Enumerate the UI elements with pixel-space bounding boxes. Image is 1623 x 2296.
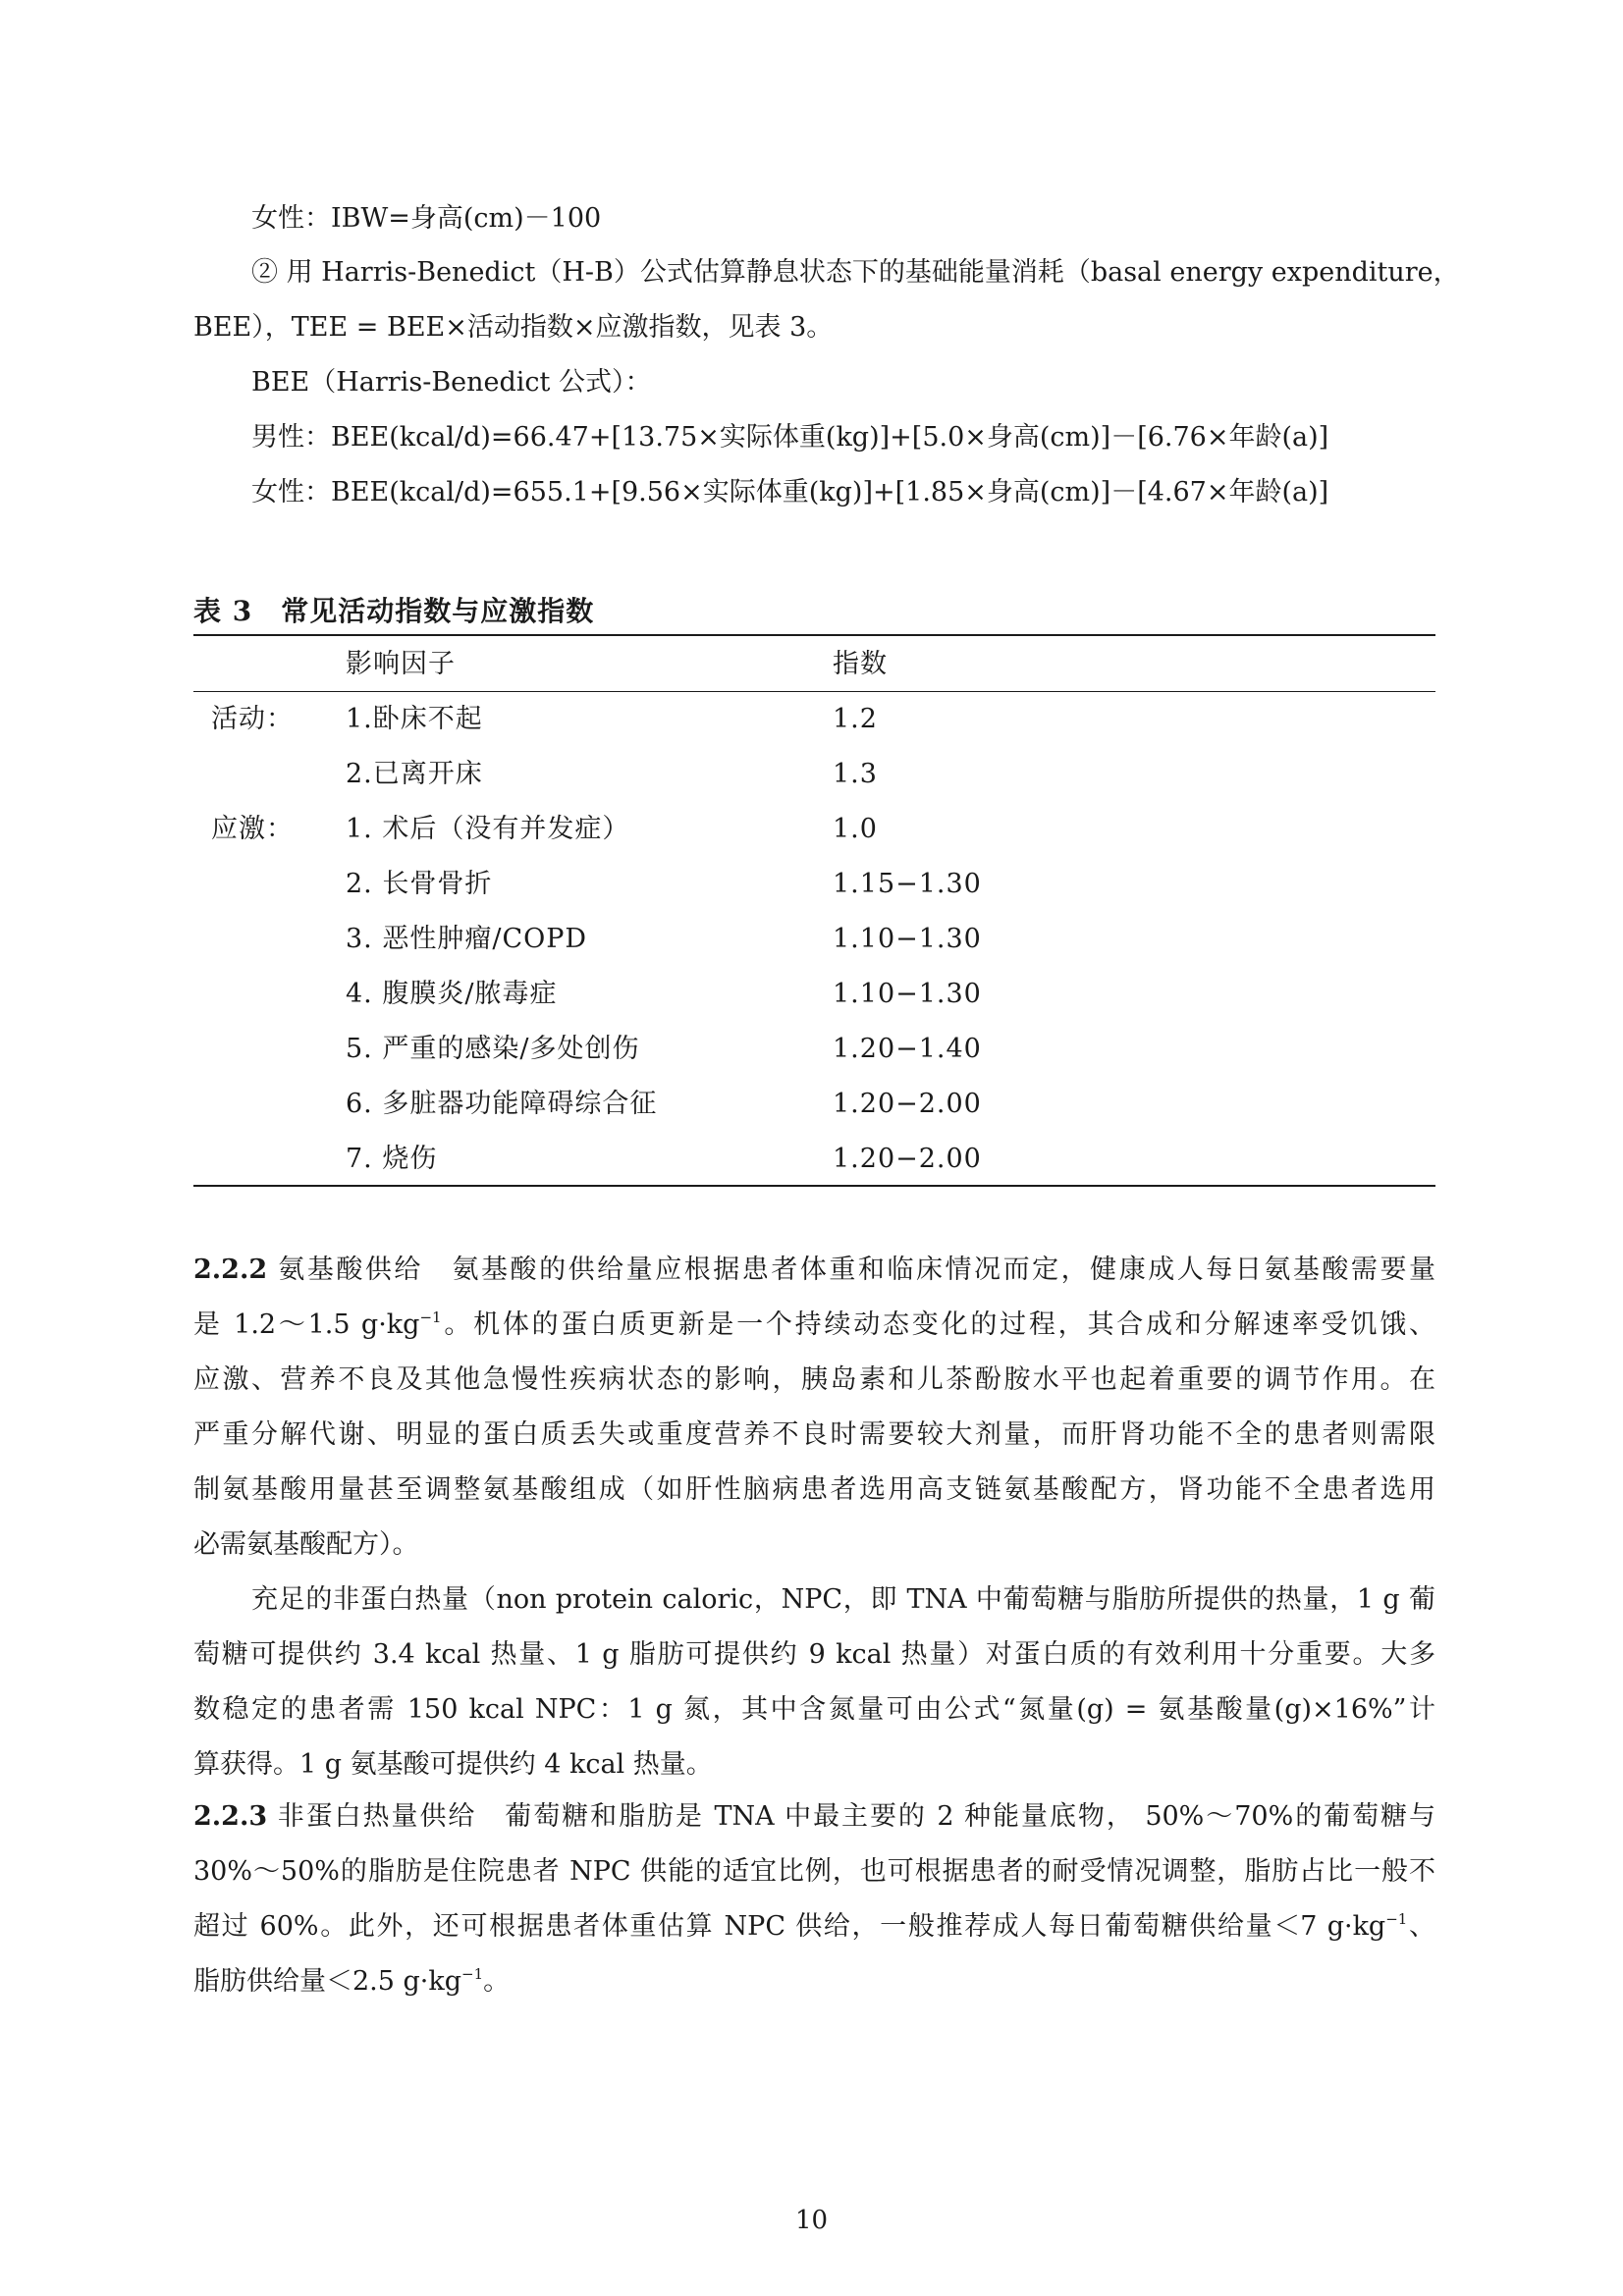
section-223-line3: 超过 60%。此外，还可根据患者体重估算 NPC 供给，一般推荐成人每日葡萄糖供给量＜7 $g\cdot kg^{-1}$、 bbox=[193, 1910, 1436, 1942]
male-bee-formula: 男性：BEE(kcal/d)=66.47+[13.75×实际体重(kg)]+[5.0×身高(cm)]－[6.76×年龄(a)] bbox=[251, 422, 1329, 453]
row-index: 1.10−1.30 bbox=[833, 924, 982, 954]
section-222-heading: 2.2.2 bbox=[193, 1255, 268, 1285]
harris-benedict-intro-line1: ② 用 Harris-Benedict（H-B）公式估算静息状态下的基础能量消耗（basal energy expenditure， bbox=[251, 257, 1460, 288]
row-index: 1.15−1.30 bbox=[833, 869, 982, 899]
section-222-line4: 严重分解代谢、明显的蛋白质丢失或重度营养不良时需要较大剂量，而肝肾功能不全的患者则需限 bbox=[193, 1419, 1435, 1450]
section-223-line4: 脂肪供给量＜2.5 $g\cdot kg^{-1}$。 bbox=[193, 1965, 511, 1997]
page-number: 10 bbox=[794, 2206, 829, 2235]
row-factor: 1. 术后（没有并发症） bbox=[346, 814, 630, 844]
harris-benedict-intro-line2: BEE），TEE = BEE×活动指数×应激指数，见表 3。 bbox=[193, 312, 834, 343]
row-index: 1.3 bbox=[833, 759, 878, 789]
section-223-heading: 2.2.3 bbox=[193, 1801, 268, 1832]
section-222-line1: 2.2.2 氨基酸供给 氨基酸的供给量应根据患者体重和临床情况而定，健康成人每日氨基酸需要量 bbox=[193, 1255, 1435, 1285]
row-factor: 2. 长骨骨折 bbox=[346, 869, 493, 899]
section-223-line2: 30%～50%的脂肪是住院患者 NPC 供能的适宜比例，也可根据患者的耐受情况调整，脂肪占比一般不 bbox=[193, 1856, 1435, 1887]
row-group: 活动： bbox=[211, 704, 294, 734]
row-factor: 7. 烧伤 bbox=[346, 1144, 438, 1174]
section-223-line1: 2.2.3 非蛋白热量供给 葡萄糖和脂肪是 TNA 中最主要的 2 种能量底物， 50%～70%的葡萄糖与 bbox=[193, 1801, 1435, 1832]
section-222-line6: 必需氨基酸配方）。 bbox=[193, 1529, 419, 1560]
row-index: 1.0 bbox=[833, 814, 878, 844]
row-factor: 3. 恶性肿瘤/COPD bbox=[346, 924, 588, 954]
female-ibw-formula: 女性：IBW=身高(cm)－100 bbox=[251, 203, 602, 234]
table-bottom-rule bbox=[193, 1185, 1435, 1187]
row-index: 1.20−2.00 bbox=[833, 1089, 982, 1119]
npc-paragraph-line2: 萄糖可提供约 3.4 kcal 热量、1 g 脂肪可提供约 9 kcal 热量）对蛋白质的有效利用十分重要。大多 bbox=[193, 1639, 1435, 1670]
row-index: 1.10−1.30 bbox=[833, 979, 982, 1009]
row-group: 应激： bbox=[211, 814, 294, 844]
female-bee-formula: 女性：BEE(kcal/d)=655.1+[9.56×实际体重(kg)]+[1.85×身高(cm)]－[4.67×年龄(a)] bbox=[251, 477, 1329, 507]
table-caption: 表 3 常见活动指数与应激指数 bbox=[193, 595, 595, 627]
table-header-factor: 影响因子 bbox=[346, 649, 456, 679]
row-index: 1.2 bbox=[833, 704, 878, 734]
bee-formula-title: BEE（Harris-Benedict 公式）： bbox=[251, 367, 652, 398]
npc-paragraph-line4: 算获得。1 g 氨基酸可提供约 4 kcal 热量。 bbox=[193, 1749, 713, 1780]
row-index: 1.20−2.00 bbox=[833, 1144, 982, 1174]
row-factor: 6. 多脏器功能障碍综合征 bbox=[346, 1089, 658, 1119]
table-header-rule bbox=[193, 691, 1435, 692]
table-header-index: 指数 bbox=[833, 649, 888, 679]
row-index: 1.20−1.40 bbox=[833, 1034, 982, 1064]
section-222-line5: 制氨基酸用量甚至调整氨基酸组成（如肝性脑病患者选用高支链氨基酸配方，肾功能不全患者选用 bbox=[193, 1474, 1435, 1505]
section-222-line3: 应激、营养不良及其他急慢性疾病状态的影响，胰岛素和儿茶酚胺水平也起着重要的调节作用。在 bbox=[193, 1364, 1435, 1395]
row-factor: 2.已离开床 bbox=[346, 759, 483, 789]
row-factor: 1.卧床不起 bbox=[346, 704, 483, 734]
npc-paragraph-line1: 充足的非蛋白热量（non protein caloric，NPC，即 TNA 中葡萄糖与脂肪所提供的热量，1 g 葡 bbox=[251, 1584, 1435, 1615]
table-top-rule bbox=[193, 634, 1435, 636]
npc-paragraph-line3: 数稳定的患者需 150 kcal NPC：1 g 氮，其中含氮量可由公式“氮量(g) = 氨基酸量(g)×16%”计 bbox=[193, 1694, 1435, 1725]
row-factor: 5. 严重的感染/多处创伤 bbox=[346, 1034, 640, 1064]
section-222-line2: 是 1.2～1.5 $g\cdot kg^{-1}$。机体的蛋白质更新是一个持续动态变化的过程，其合成和分解速率受饥饿、 bbox=[193, 1308, 1436, 1340]
row-factor: 4. 腹膜炎/脓毒症 bbox=[346, 979, 558, 1009]
